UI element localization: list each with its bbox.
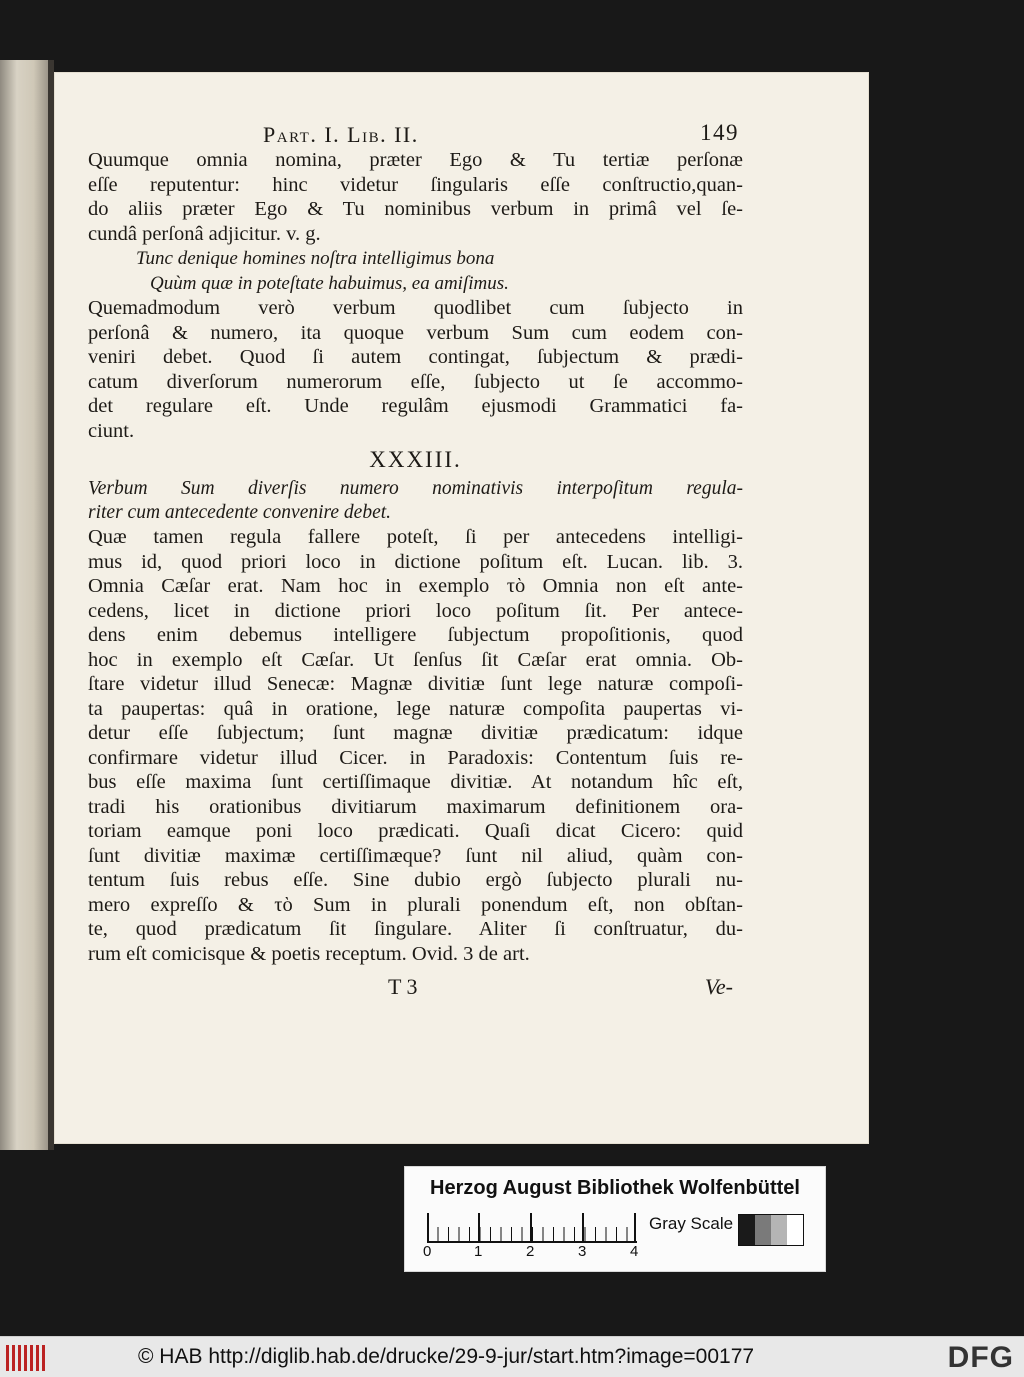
text-line: catum diverſorum numerorum eſſe, ſubjecto ut ſe accommo- — [88, 370, 743, 393]
ruler-number: 1 — [474, 1243, 483, 1260]
gray-scale-label: Gray Scale — [649, 1214, 734, 1233]
text-line: det regulare eſt. Unde regulâm ejusmodi Grammatici fa- — [88, 395, 743, 417]
verse-line: Quùm quæ in poteſtate habuimus, ea amiſimus. — [150, 273, 509, 294]
text-line: hoc in exemplo eſt Cæſar. Ut ſenſus ſit Cæſar erat omnia. Ob- — [88, 648, 743, 671]
page-number: 149 — [700, 120, 739, 145]
paragraph-2 — [88, 296, 743, 443]
rule-line: riter cum antecedente convenire debet. — [88, 502, 392, 523]
text-line: tradi his orationibus divitiarum maximarum definitionem ora- — [88, 795, 743, 818]
page-footer — [88, 972, 743, 1006]
text-line: mus id, quod priori loco in dictione poſitum eſt. Lucan. lib. 3. — [88, 550, 743, 573]
ruler-major-tick — [582, 1213, 584, 1241]
catchword: Ve- — [704, 974, 733, 999]
ruler-major-tick — [530, 1213, 532, 1241]
page-content — [88, 118, 743, 1078]
text-line: Omnia Cæſar erat. Nam hoc in exemplo τὸ Omnia non eſt ante- — [88, 575, 743, 597]
gray-swatch — [771, 1215, 787, 1245]
hab-logo-icon — [6, 1345, 46, 1371]
verse-quotation — [88, 246, 743, 296]
section-heading: XXXIII. — [369, 447, 462, 472]
text-line: veniri debet. Quod ſi autem contingat, ſubjectum & prædi- — [88, 346, 743, 368]
text-line: eſſe reputentur: hinc videtur ſingularis eſſe conſtructio,quan- — [88, 173, 743, 196]
text-line: ciunt. — [88, 419, 135, 442]
text-line: cedens, licet in dictione priori loco poſitum ſit. Per antece- — [88, 599, 743, 622]
text-line: Quemadmodum verò verbum quodlibet cum ſubjecto in — [88, 297, 743, 319]
text-line: ſtare videtur illud Senecæ: Magnæ divitiæ ſunt lege naturæ compoſi- — [88, 673, 743, 695]
text-line: cundâ perſonâ adjicitur. v. g. — [88, 222, 321, 245]
ruler-major-tick — [634, 1213, 636, 1241]
ruler-major-tick — [478, 1213, 480, 1241]
library-color-card — [404, 1166, 826, 1272]
book-page — [54, 72, 869, 1144]
gray-swatch — [787, 1215, 803, 1245]
text-line: ta paupertas: quâ in oratione, lege naturæ compoſita paupertas vi- — [88, 697, 743, 720]
text-line: dens enim debemus intelligere ſubjectum propoſitionis, quod — [88, 624, 743, 646]
gray-swatch — [739, 1215, 755, 1245]
text-line: confirmare videtur illud Cicer. in Paradoxis: Contentum ſuis re- — [88, 746, 743, 769]
ruler-number: 0 — [423, 1243, 432, 1260]
text-line: do aliis præter Ego & Tu nominibus verbum in primâ vel ſe- — [88, 198, 743, 220]
rule-line: Verbum Sum diverſis numero nominativis interpoſitum regula- — [88, 478, 743, 499]
card-title: Herzog August Bibliothek Wolfenbüttel — [430, 1177, 800, 1199]
text-line: te, quod prædicatum ſit ſingulare. Aliter ſi conſtruatur, du- — [88, 918, 743, 940]
text-line: ſunt divitiæ maximæ certiſſimæque? ſunt nil aliud, quàm con- — [88, 844, 743, 867]
text-line: Quumque omnia nomina, præter Ego & Tu tertiæ perſonæ — [88, 149, 743, 171]
ruler-number: 4 — [630, 1243, 639, 1260]
verse-line: Tunc denique homines noſtra intelligimus bona — [136, 248, 495, 269]
text-line: perſonâ & numero, ita quoque verbum Sum cum eodem con- — [88, 321, 743, 344]
paragraph-3 — [88, 525, 743, 966]
gray-scale-swatches — [738, 1214, 804, 1246]
ruler-major-tick — [427, 1213, 429, 1241]
paragraph-1 — [88, 148, 743, 246]
rule-statement — [88, 477, 743, 525]
running-head: Part. I. Lib. II. — [263, 122, 419, 147]
viewer-footer-bar — [0, 1336, 1024, 1377]
text-line: Quæ tamen regula fallere poteſt, ſi per antecedens intelligi- — [88, 526, 743, 548]
scale-ruler — [427, 1213, 637, 1243]
ruler-number: 2 — [526, 1243, 535, 1260]
text-line: mero expreſſo & τὸ Sum in plurali ponendum eſt, non obſtan- — [88, 893, 743, 916]
previous-page-edge — [0, 60, 48, 1150]
text-line: detur eſſe ſubjectum; ſunt magnæ divitiæ prædicatum: idque — [88, 722, 743, 744]
page-header — [88, 118, 743, 148]
text-line: tentum ſuis rebus eſſe. Sine dubio ergò ſubjecto plurali nu- — [88, 869, 743, 891]
text-line: toriam eamque poni loco prædicati. Quaſi dicat Cicero: quid — [88, 820, 743, 842]
gray-swatch — [755, 1215, 771, 1245]
permalink-text[interactable]: © HAB http://diglib.hab.de/drucke/29-9-jur/start.htm?image=00177 — [138, 1345, 755, 1368]
signature-mark: T 3 — [388, 974, 418, 999]
text-line: rum eſt comicisque & poetis receptum. Ovid. 3 de art. — [88, 942, 530, 965]
ruler-number: 3 — [578, 1243, 587, 1260]
text-line: bus eſſe maxima ſunt certiſſimaque divitiæ. At notandum hîc eſt, — [88, 771, 743, 793]
dfg-logo: DFG — [947, 1341, 1014, 1374]
